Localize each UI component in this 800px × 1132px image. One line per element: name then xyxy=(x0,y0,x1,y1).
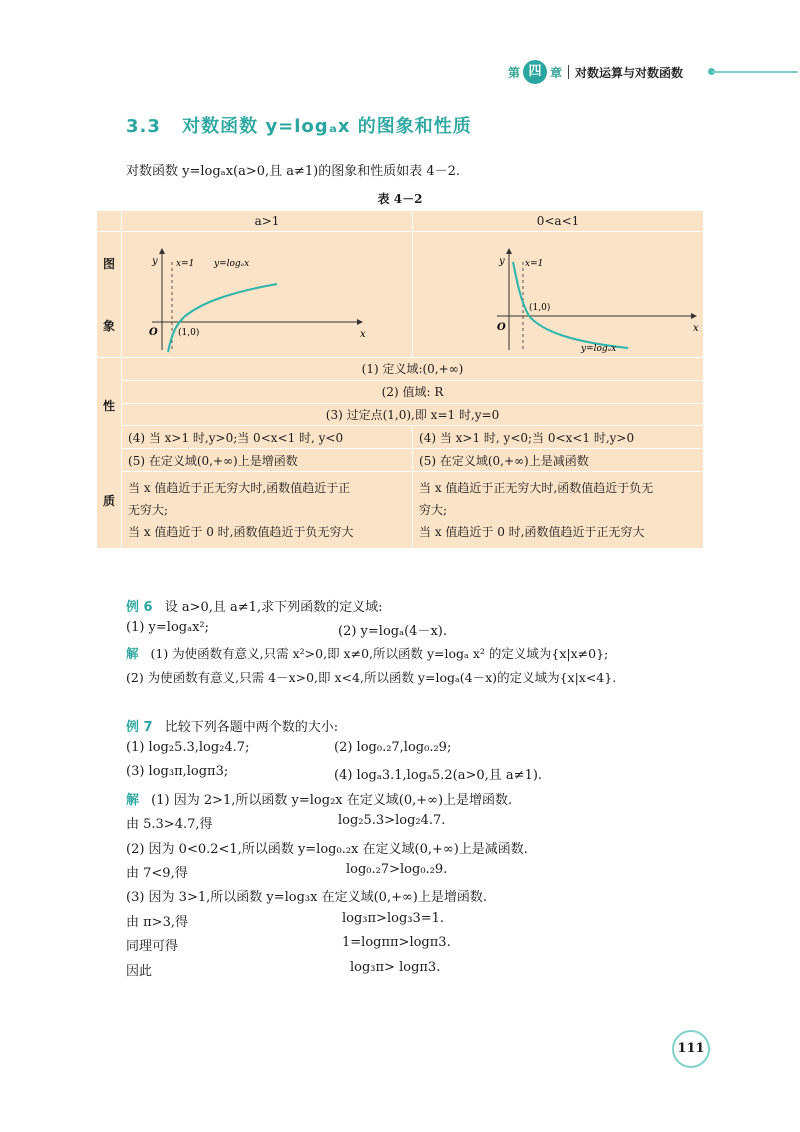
property-domain: (1) 定义域:(0,+∞) xyxy=(122,358,704,381)
row-label-properties xyxy=(97,358,122,549)
limits-dec-line-3: 当 x 值趋近于 0 时,函数值趋近于正无穷大 xyxy=(419,524,645,539)
example-7-step-5-right: log₃π> logπ3. xyxy=(350,960,441,975)
chapter-title: 对数运算与对数函数 xyxy=(575,65,684,80)
example-7-step-3-right: log₃π>log₃3=1. xyxy=(342,911,445,926)
example-7-step-3-left: 由 π>3,得 xyxy=(126,915,188,930)
graph2-function-label: y=logₐx xyxy=(581,344,617,354)
graph1-x-label: x xyxy=(360,329,366,340)
graph-cell-increasing xyxy=(122,232,413,358)
page-number: 111 xyxy=(672,1030,710,1068)
row-label-prop-1: 性 xyxy=(103,399,116,413)
example-6-solution-label: 解 xyxy=(126,646,139,661)
limits-dec-line-2: 穷大; xyxy=(419,502,448,517)
col-header-a-gt-1: a>1 xyxy=(122,211,413,232)
example-7-step-5-left: 因此 xyxy=(126,964,153,979)
graph1-origin: O xyxy=(149,327,158,338)
example-7-step-4-right: 1=logππ>logπ3. xyxy=(342,935,451,950)
graph1-point-label: (1,0) xyxy=(178,328,200,338)
graph2-point-label: (1,0) xyxy=(529,303,551,313)
example-7-q3: (3) log₃π,logπ3; xyxy=(126,764,229,779)
example-7-solution-2: (2) 因为 0<0.2<1,所以函数 y=log₀.₂x 在定义域(0,+∞)上是减函数. xyxy=(126,842,528,857)
chapter-prefix: 第 xyxy=(508,65,521,80)
section-number: 3.3 xyxy=(126,116,161,137)
example-7-solution-1-text: (1) 因为 2>1,所以函数 y=log₂x 在定义域(0,+∞)上是增函数. xyxy=(151,793,513,808)
table-corner xyxy=(97,211,122,232)
x-axis-arrow xyxy=(691,313,697,319)
row-label-prop-2: 质 xyxy=(103,494,116,508)
example-7-step-4-left: 同理可得 xyxy=(126,939,179,954)
property-limits-increasing xyxy=(122,471,413,548)
example-7-solution-3: (3) 因为 3>1,所以函数 y=log₃x 在定义域(0,+∞)上是增函数. xyxy=(126,890,487,905)
header-divider xyxy=(568,65,569,79)
example-7-solution-1 xyxy=(126,789,512,808)
limits-inc-line-3: 当 x 值趋近于 0 时,函数值趋近于负无穷大 xyxy=(128,524,354,539)
example-6-solution-1-text: (1) 为使函数有意义,只需 x²>0,即 x≠0,所以函数 y=logₐ x² 的定义域为{x|x≠0}; xyxy=(150,646,609,661)
example-7-solution-label: 解 xyxy=(126,793,140,808)
limits-inc-line-2: 无穷大; xyxy=(128,502,169,517)
graph1-function-label: y=logₐx xyxy=(214,259,250,269)
example-7-q2: (2) log₀.₂7,log₀.₂9; xyxy=(334,740,452,755)
chapter-header xyxy=(508,60,683,84)
example-7-step-1-right: log₂5.3>log₂4.7. xyxy=(338,813,446,828)
example-6-label: 例 6 xyxy=(126,600,153,615)
example-7-text: 比较下列各题中两个数的大小: xyxy=(164,720,339,735)
graph1-y-label: y xyxy=(152,256,158,267)
y-axis-arrow xyxy=(506,248,512,254)
property-monotone-increasing: (5) 在定义域(0,+∞)上是增函数 xyxy=(122,449,413,472)
example-6-text: 设 a>0,且 a≠1,求下列函数的定义域: xyxy=(164,600,383,615)
example-6-q1: (1) y=logₐx²; xyxy=(126,620,210,635)
property-limits-decreasing xyxy=(413,471,704,548)
graph2-y-label: y xyxy=(499,256,505,267)
chapter-number-badge: 四 xyxy=(523,60,547,84)
example-7-step-2-left: 由 7<9,得 xyxy=(126,866,188,881)
graph-decreasing xyxy=(413,232,703,354)
example-7-prompt xyxy=(126,716,338,735)
log-curve-increasing xyxy=(168,284,277,352)
properties-table xyxy=(96,210,704,549)
chapter-suffix: 章 xyxy=(550,65,563,80)
example-7-step-1-left: 由 5.3>4.7,得 xyxy=(126,817,213,832)
property-monotone-decreasing: (5) 在定义域(0,+∞)上是减函数 xyxy=(413,449,704,472)
property-fixed-point: (3) 过定点(1,0),即 x=1 时,y=0 xyxy=(122,403,704,426)
header-line xyxy=(712,71,798,73)
graph2-x-label: x xyxy=(693,323,699,334)
limits-dec-line-1: 当 x 值趋近于正无穷大时,函数值趋近于负无 xyxy=(419,480,654,495)
graph-increasing xyxy=(122,232,412,354)
y-axis-arrow xyxy=(159,248,165,254)
section-title xyxy=(126,112,472,138)
row-label-graph xyxy=(97,232,122,358)
property-range: (2) 值域: R xyxy=(122,380,704,403)
graph2-origin: O xyxy=(497,322,506,333)
example-6-prompt xyxy=(126,596,382,615)
example-6-solution-2: (2) 为使函数有意义,只需 4－x>0,即 x<4,所以函数 y=logₐ(4－x)的定义域为{x|x<4}. xyxy=(126,670,617,685)
example-7-q1: (1) log₂5.3,log₂4.7; xyxy=(126,740,250,755)
intro-text: 对数函数 y=logₐx(a>0,且 a≠1)的图象和性质如表 4－2. xyxy=(126,164,461,179)
example-7-q4: (4) logₐ3.1,logₐ5.2(a>0,且 a≠1). xyxy=(334,768,543,783)
property-sign-increasing: (4) 当 x>1 时,y>0;当 0<x<1 时, y<0 xyxy=(122,426,413,449)
col-header-a-lt-1: 0<a<1 xyxy=(413,211,704,232)
example-7-step-2-right: log₀.₂7>log₀.₂9. xyxy=(346,862,448,877)
graph-cell-decreasing xyxy=(413,232,704,358)
property-sign-decreasing: (4) 当 x>1 时, y<0;当 0<x<1 时,y>0 xyxy=(413,426,704,449)
table-caption: 表 4－2 xyxy=(377,192,423,206)
limits-inc-line-1: 当 x 值趋近于正无穷大时,函数值趋近于正 xyxy=(128,480,351,495)
example-7-label: 例 7 xyxy=(126,720,153,735)
row-label-graph-1: 图 xyxy=(103,256,116,271)
graph1-asymptote-label: x=1 xyxy=(176,259,195,269)
example-6-solution-1 xyxy=(126,644,608,662)
section-heading: 对数函数 y=logₐx 的图象和性质 xyxy=(182,116,472,137)
graph2-asymptote-label: x=1 xyxy=(525,259,544,269)
row-label-graph-2: 象 xyxy=(103,319,116,334)
x-axis-arrow xyxy=(357,319,363,325)
example-6-q2: (2) y=logₐ(4－x). xyxy=(338,624,447,639)
